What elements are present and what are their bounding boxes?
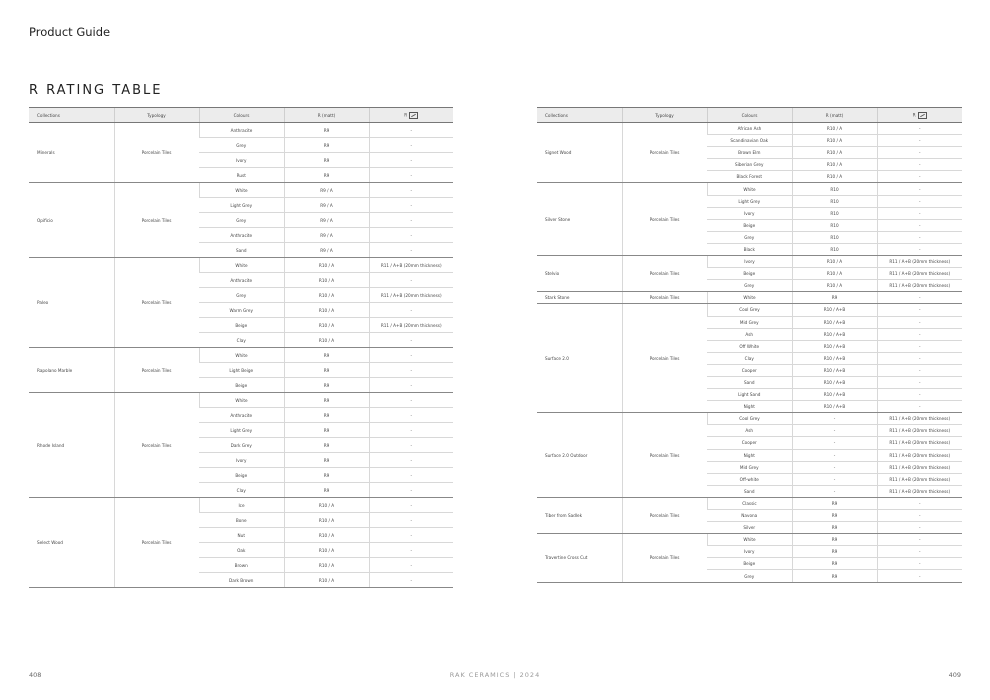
r-other-cell: - (877, 147, 962, 159)
r-matt-cell: - (792, 461, 877, 473)
colour-cell: Light Grey (707, 195, 792, 207)
r-matt-cell: R9 / A (284, 228, 369, 243)
colour-cell: Mid Grey (707, 316, 792, 328)
anti-slip-surface-icon (918, 112, 927, 119)
typology-cell: Porcelain Tiles (622, 183, 707, 256)
r-matt-cell: R10 / A (284, 558, 369, 573)
colour-cell: White (707, 183, 792, 195)
table-row (29, 393, 453, 408)
r-other-cell: R11 / A+B (20mm thickness) (877, 473, 962, 485)
r-matt-cell: R9 (792, 292, 877, 304)
r-matt-cell: R10 (792, 195, 877, 207)
colour-cell: Sand (199, 243, 284, 258)
col-header-collections: Collections (29, 108, 114, 123)
r-matt-cell: R10 / A (284, 258, 369, 273)
r-matt-cell: - (792, 413, 877, 425)
r-other-cell: - (369, 528, 453, 543)
r-matt-cell: R10 / A (284, 573, 369, 588)
r-matt-cell: R9 / A (284, 183, 369, 198)
r-matt-cell: - (792, 485, 877, 497)
table-row (29, 183, 453, 198)
colour-cell: Night (707, 401, 792, 413)
r-matt-cell: R10 / A (792, 159, 877, 171)
colour-cell: Cool Grey (707, 413, 792, 425)
colour-cell: Beige (707, 558, 792, 570)
r-other-cell: - (369, 363, 453, 378)
r-other-cell: - (369, 498, 453, 513)
collection-cell: Rhode Island (29, 393, 114, 498)
r-matt-cell: R10 (792, 219, 877, 231)
colour-cell: White (199, 348, 284, 363)
colour-cell: Warm Grey (199, 303, 284, 318)
r-other-cell: - (877, 316, 962, 328)
r-matt-cell: R10 / A+B (792, 316, 877, 328)
col-header-r-matt: R (matt) (792, 108, 877, 123)
r-other-cell: R11 / A+B (20mm thickness) (877, 280, 962, 292)
r-matt-cell: R10 / A (284, 528, 369, 543)
typology-cell: Porcelain Tiles (114, 498, 199, 588)
r-matt-cell: R10 / A+B (792, 352, 877, 364)
colour-cell: Ice (199, 498, 284, 513)
colour-cell: Sand (707, 376, 792, 388)
table-row (537, 183, 962, 195)
col-header-r-label: R (912, 112, 916, 117)
r-other-cell: - (369, 543, 453, 558)
r-matt-cell: R10 / A (792, 123, 877, 135)
r-other-cell: - (369, 348, 453, 363)
colour-cell: Black (707, 243, 792, 255)
collection-cell: Surface 2.0 Outdoor (537, 413, 622, 498)
colour-cell: Anthracite (199, 123, 284, 138)
r-other-cell: - (877, 558, 962, 570)
r-matt-cell: R9 (284, 468, 369, 483)
r-other-cell: - (369, 393, 453, 408)
colour-cell: Anthracite (199, 273, 284, 288)
colour-cell: Dark Brown (199, 573, 284, 588)
r-other-cell: - (369, 378, 453, 393)
r-other-cell: - (877, 159, 962, 171)
r-other-cell: - (369, 228, 453, 243)
r-other-cell: - (877, 219, 962, 231)
colour-cell: Cooper (707, 437, 792, 449)
table-row (537, 256, 962, 268)
colour-cell: Sand (707, 485, 792, 497)
colour-cell: Off White (707, 340, 792, 352)
colour-cell: Bone (199, 513, 284, 528)
r-matt-cell: - (792, 473, 877, 485)
r-matt-cell: R9 (284, 438, 369, 453)
colour-cell: Cooper (707, 364, 792, 376)
colour-cell: Clay (199, 483, 284, 498)
r-other-cell: - (369, 243, 453, 258)
r-matt-cell: R10 / A (792, 147, 877, 159)
r-other-cell: - (369, 573, 453, 588)
colour-cell: Light Grey (199, 423, 284, 438)
colour-cell: White (199, 393, 284, 408)
table-row (29, 258, 453, 273)
r-matt-cell: R9 (792, 570, 877, 582)
table-row (537, 292, 962, 304)
r-other-cell: - (369, 483, 453, 498)
collection-cell: Stelvio (537, 256, 622, 292)
colour-cell: Classic (707, 497, 792, 509)
colour-cell: Ivory (199, 453, 284, 468)
r-other-cell: - (369, 558, 453, 573)
r-matt-cell: R9 (284, 168, 369, 183)
r-matt-cell: R9 (792, 497, 877, 509)
r-matt-cell: R9 (284, 393, 369, 408)
r-matt-cell: R9 (284, 348, 369, 363)
colour-cell: Grey (707, 231, 792, 243)
colour-cell: Scandinavian Oak (707, 135, 792, 147)
r-other-cell: R11 / A+B (20mm thickness) (369, 288, 453, 303)
r-matt-cell: R9 (792, 546, 877, 558)
r-other-cell: - (369, 213, 453, 228)
r-other-cell: - (369, 303, 453, 318)
r-matt-cell: R9 (284, 378, 369, 393)
colour-cell: Grey (707, 570, 792, 582)
r-matt-cell: R9 / A (284, 213, 369, 228)
r-other-cell: - (877, 376, 962, 388)
typology-cell: Porcelain Tiles (622, 304, 707, 413)
r-other-cell: - (369, 453, 453, 468)
collection-cell: Select Wood (29, 498, 114, 588)
r-matt-cell: R10 (792, 231, 877, 243)
colour-cell: Light Sand (707, 389, 792, 401)
colour-cell: Oak (199, 543, 284, 558)
page-number-right: 409 (948, 671, 961, 679)
r-matt-cell: R9 (792, 534, 877, 546)
r-other-cell: - (877, 352, 962, 364)
collection-cell: Surface 2.0 (537, 304, 622, 413)
r-other-cell: - (369, 273, 453, 288)
colour-cell: Night (707, 449, 792, 461)
r-other-cell: - (369, 438, 453, 453)
table-row (537, 123, 962, 135)
collection-cell: Stark Stone (537, 292, 622, 304)
col-header-r-label: R (404, 112, 408, 117)
table-row (537, 497, 962, 509)
col-header-colours: Colours (707, 108, 792, 123)
r-other-cell: R11 / A+B (20mm thickness) (877, 425, 962, 437)
page-header-title: Product Guide (29, 25, 111, 39)
col-header-typology: Typology (114, 108, 199, 123)
r-other-cell: R11 / A+B (20mm thickness) (877, 413, 962, 425)
r-other-cell: - (369, 408, 453, 423)
colour-cell: Grey (199, 213, 284, 228)
r-matt-cell: R10 / A (284, 273, 369, 288)
r-matt-cell: R10 (792, 183, 877, 195)
r-other-cell: - (877, 135, 962, 147)
colour-cell: Beige (199, 378, 284, 393)
r-matt-cell: R9 (284, 138, 369, 153)
r-matt-cell: R10 / A (284, 513, 369, 528)
typology-cell: Porcelain Tiles (622, 497, 707, 533)
colour-cell: Beige (707, 268, 792, 280)
col-header-colours: Colours (199, 108, 284, 123)
r-rating-table-left (29, 107, 453, 588)
r-matt-cell: R10 / A (792, 171, 877, 183)
r-other-cell: - (369, 123, 453, 138)
colour-cell: Anthracite (199, 408, 284, 423)
r-other-cell: - (877, 183, 962, 195)
r-matt-cell: R9 (284, 453, 369, 468)
r-matt-cell: R10 / A (284, 303, 369, 318)
typology-cell: Porcelain Tiles (114, 348, 199, 393)
table-row (537, 534, 962, 546)
r-matt-cell: - (792, 425, 877, 437)
r-other-cell: R11 / A+B (20mm thickness) (877, 449, 962, 461)
colour-cell: Silver (707, 522, 792, 534)
colour-cell: White (707, 292, 792, 304)
r-other-cell: - (369, 198, 453, 213)
col-header-r-other (877, 108, 962, 123)
colour-cell: Ivory (199, 153, 284, 168)
r-matt-cell: R10 / A (792, 280, 877, 292)
typology-cell: Porcelain Tiles (622, 256, 707, 292)
colour-cell: Off-white (707, 473, 792, 485)
r-other-cell: R11 / A+B (20mm thickness) (877, 461, 962, 473)
r-matt-cell: R10 / A (284, 498, 369, 513)
colour-cell: Rust (199, 168, 284, 183)
r-other-cell: - (877, 292, 962, 304)
r-matt-cell: R10 / A+B (792, 389, 877, 401)
colour-cell: White (707, 534, 792, 546)
r-matt-cell: R9 (284, 363, 369, 378)
r-other-cell: - (369, 423, 453, 438)
r-other-cell: - (369, 168, 453, 183)
table-header-row (29, 108, 453, 123)
r-other-cell: - (877, 546, 962, 558)
r-matt-cell: R10 / A (284, 288, 369, 303)
typology-cell: Porcelain Tiles (114, 123, 199, 183)
typology-cell: Porcelain Tiles (114, 183, 199, 258)
r-matt-cell: R10 / A (284, 543, 369, 558)
r-matt-cell: R10 / A (284, 333, 369, 348)
colour-cell: Nut (199, 528, 284, 543)
r-matt-cell: R9 / A (284, 243, 369, 258)
r-other-cell: R11 / A+B (20mm thickness) (877, 256, 962, 268)
typology-cell: Porcelain Tiles (622, 123, 707, 183)
r-other-cell: - (877, 304, 962, 316)
r-other-cell: R11 / A+B (20mm thickness) (877, 268, 962, 280)
colour-cell: Mid Grey (707, 461, 792, 473)
footer-brand: RAK CERAMICS | 2024 (449, 671, 541, 679)
r-matt-cell: R9 (284, 423, 369, 438)
colour-cell: Clay (707, 352, 792, 364)
r-other-cell: - (877, 328, 962, 340)
r-matt-cell: R10 / A+B (792, 328, 877, 340)
r-matt-cell: R10 / A (792, 268, 877, 280)
colour-cell: African Ash (707, 123, 792, 135)
r-other-cell: - (877, 195, 962, 207)
colour-cell: Beige (707, 219, 792, 231)
collection-cell: Travertine Cross Cut (537, 534, 622, 582)
collection-cell: Minerals (29, 123, 114, 183)
r-matt-cell: R10 / A+B (792, 364, 877, 376)
colour-cell: Light Beige (199, 363, 284, 378)
colour-cell: Ivory (707, 207, 792, 219)
r-other-cell: - (877, 534, 962, 546)
colour-cell: Grey (707, 280, 792, 292)
r-matt-cell: R9 (284, 483, 369, 498)
r-other-cell: - (877, 171, 962, 183)
colour-cell: Navona (707, 510, 792, 522)
anti-slip-surface-icon (409, 112, 418, 119)
r-other-cell: R11 / A+B (20mm thickness) (877, 437, 962, 449)
r-matt-cell: - (792, 449, 877, 461)
r-matt-cell: R9 (284, 408, 369, 423)
r-other-cell: - (877, 231, 962, 243)
colour-cell: Clay (199, 333, 284, 348)
typology-cell: Porcelain Tiles (622, 292, 707, 304)
r-other-cell: - (877, 497, 962, 509)
r-other-cell: - (369, 333, 453, 348)
r-other-cell: - (877, 207, 962, 219)
r-matt-cell: R10 / A (792, 135, 877, 147)
collection-cell: Silver Stone (537, 183, 622, 256)
r-matt-cell: R10 (792, 207, 877, 219)
r-matt-cell: R10 / A (792, 256, 877, 268)
colour-cell: Ivory (707, 256, 792, 268)
colour-cell: White (199, 258, 284, 273)
r-other-cell: - (369, 153, 453, 168)
colour-cell: Ash (707, 328, 792, 340)
r-matt-cell: R9 (792, 558, 877, 570)
r-matt-cell: R10 / A+B (792, 304, 877, 316)
r-matt-cell: - (792, 437, 877, 449)
table-row (537, 413, 962, 425)
colour-cell: Beige (199, 468, 284, 483)
r-other-cell: - (877, 570, 962, 582)
table-row (29, 348, 453, 363)
r-rating-table-right (537, 107, 962, 583)
r-other-cell: R11 / A+B (20mm thickness) (369, 318, 453, 333)
collection-cell: Opificio (29, 183, 114, 258)
typology-cell: Porcelain Tiles (622, 534, 707, 582)
r-other-cell: - (877, 389, 962, 401)
colour-cell: Cool Grey (707, 304, 792, 316)
colour-cell: Grey (199, 288, 284, 303)
r-other-cell: R11 / A+B (20mm thickness) (877, 485, 962, 497)
r-other-cell: - (877, 510, 962, 522)
colour-cell: White (199, 183, 284, 198)
colour-cell: Beige (199, 318, 284, 333)
typology-cell: Porcelain Tiles (114, 258, 199, 348)
colour-cell: Black Forest (707, 171, 792, 183)
r-other-cell: - (877, 243, 962, 255)
col-header-collections: Collections (537, 108, 622, 123)
r-matt-cell: R9 (284, 123, 369, 138)
r-other-cell: - (877, 522, 962, 534)
colour-cell: Light Grey (199, 198, 284, 213)
r-other-cell: R11 / A+B (20mm thickness) (369, 258, 453, 273)
table-header-row (537, 108, 962, 123)
typology-cell: Porcelain Tiles (114, 393, 199, 498)
r-matt-cell: R9 (792, 522, 877, 534)
r-other-cell: - (877, 364, 962, 376)
r-matt-cell: R10 (792, 243, 877, 255)
colour-cell: Grey (199, 138, 284, 153)
col-header-typology: Typology (622, 108, 707, 123)
r-other-cell: - (877, 340, 962, 352)
colour-cell: Ash (707, 425, 792, 437)
col-header-r-matt: R (matt) (284, 108, 369, 123)
collection-cell: Rapolano Marble (29, 348, 114, 393)
col-header-r-other (369, 108, 453, 123)
r-matt-cell: R10 / A+B (792, 376, 877, 388)
r-other-cell: - (877, 401, 962, 413)
r-other-cell: - (369, 513, 453, 528)
colour-cell: Ivory (707, 546, 792, 558)
r-other-cell: - (877, 123, 962, 135)
collection-cell: Tiber from Sadlek (537, 497, 622, 533)
colour-cell: Siberian Grey (707, 159, 792, 171)
r-matt-cell: R9 (284, 153, 369, 168)
colour-cell: Anthracite (199, 228, 284, 243)
collection-cell: Paleo (29, 258, 114, 348)
r-matt-cell: R9 / A (284, 198, 369, 213)
r-other-cell: - (369, 138, 453, 153)
table-row (537, 304, 962, 316)
r-matt-cell: R10 / A+B (792, 340, 877, 352)
r-matt-cell: R9 (792, 510, 877, 522)
typology-cell: Porcelain Tiles (622, 413, 707, 498)
r-matt-cell: R10 / A+B (792, 401, 877, 413)
table-row (29, 498, 453, 513)
r-other-cell: - (369, 183, 453, 198)
collection-cell: Signet Wood (537, 123, 622, 183)
colour-cell: Brown (199, 558, 284, 573)
page-number-left: 408 (29, 671, 42, 679)
r-other-cell: - (369, 468, 453, 483)
table-row (29, 123, 453, 138)
section-title: R RATING TABLE (29, 83, 163, 98)
colour-cell: Brown Elm (707, 147, 792, 159)
r-matt-cell: R10 / A (284, 318, 369, 333)
colour-cell: Dark Grey (199, 438, 284, 453)
